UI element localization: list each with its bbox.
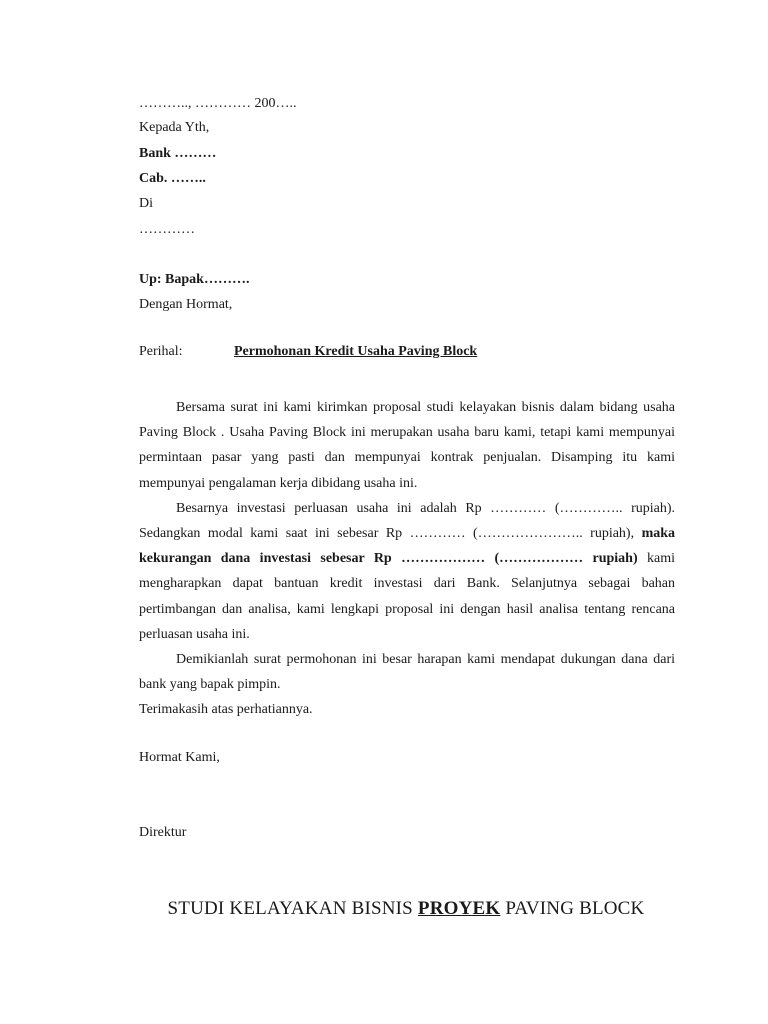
date-line: ……….., ………… 200…..	[139, 96, 297, 111]
perihal-label: Perihal:	[139, 344, 183, 359]
attention-line: Up: Bapak……….	[139, 272, 250, 287]
salutation: Dengan Hormat,	[139, 297, 233, 312]
perihal-subject: Permohonan Kredit Usaha Paving Block	[234, 344, 478, 359]
document-title	[0, 898, 768, 920]
paragraph-1: Bersama surat ini kami kirimkan proposal studi kelayakan bisnis dalam bidang usaha Paving Block . Usaha Paving Block ini merupakan usaha baru kami, tetapi kami mempunyai permintaan pasar yang pasti dan mempunyai kontrak penjualan. Disamping itu kami mempunyai pengalaman kerja dibidang usaha ini.	[139, 400, 675, 491]
recipient-place: …………	[139, 222, 195, 237]
recipient-di: Di	[139, 196, 153, 211]
paragraph-2-emphasis: maka kekurangan dana investasi sebesar Rp ……………… (……………… rupiah)	[139, 526, 676, 567]
recipient-branch: Cab. ……..	[139, 171, 206, 186]
title-part-2: PAVING BLOCK	[505, 898, 645, 919]
paragraph-3: Demikianlah surat permohonan ini besar harapan kami mendapat dukungan dana dari bank yang bapak pimpin.	[139, 652, 675, 693]
closing: Hormat Kami,	[139, 750, 220, 765]
thanks-line: Terimakasih atas perhatiannya.	[139, 702, 313, 718]
letter-body	[139, 395, 675, 723]
title-part-1: STUDI KELAYAKAN BISNIS	[167, 898, 413, 919]
title-highlight: PROYEK	[417, 898, 501, 919]
recipient-bank: Bank ………	[139, 146, 217, 161]
recipient-greeting: Kepada Yth,	[139, 120, 210, 135]
paragraph-2	[139, 496, 675, 647]
paragraph-2-intro: Besarnya investasi perluasan usaha ini adalah Rp ………… (………….. rupiah). Sedangkan modal kami saat ini sebesar Rp ………… (………………….. rupiah),	[139, 500, 675, 542]
signatory: Direktur	[139, 825, 187, 840]
paragraph-2-rest: kami mengharapkan dapat bantuan kredit investasi dari Bank. Selanjutnya sebagai bahan pertimbangan dan analisa, kami lengkapi proposal ini dengan hasil analisa tentang rencana perluasan usaha ini.	[139, 551, 675, 642]
